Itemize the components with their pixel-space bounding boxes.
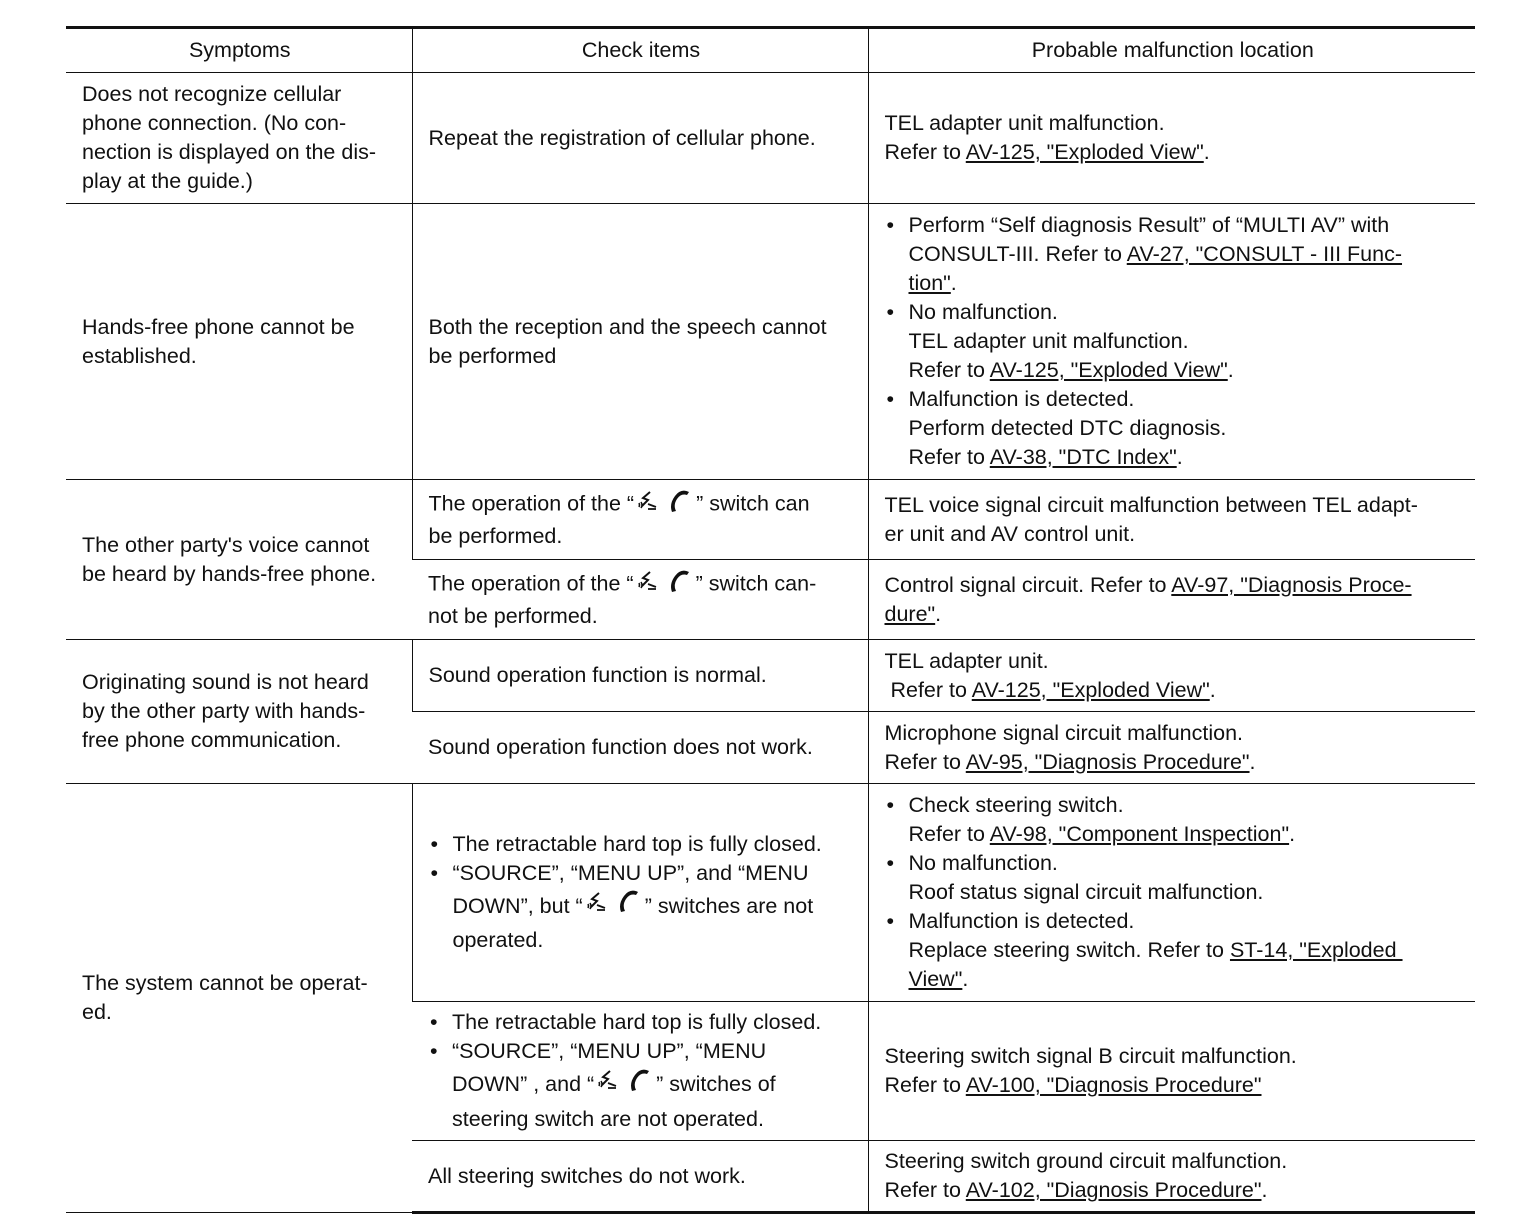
check-text: ” switch can: [696, 491, 810, 516]
location-text: Roof status signal circuit malfunction.: [908, 880, 1264, 904]
table-row: [66, 204, 1475, 480]
table-row: [66, 640, 1475, 712]
symptom-text: play at the guide.): [82, 169, 253, 193]
check-cell: [412, 480, 868, 560]
bullet-item: [429, 830, 854, 859]
symptom-text: by the other party with hands-: [82, 699, 366, 723]
location-cell: [868, 1002, 1475, 1141]
bullet-item: [885, 791, 1462, 820]
reference-link[interactable]: AV-98, "Component Inspection": [989, 822, 1290, 846]
symptom-text: The system cannot be operat-: [82, 971, 368, 995]
punct: .: [1176, 445, 1183, 469]
reference-link[interactable]: ST-14, "Exploded: [1229, 938, 1403, 962]
bullet-icon: •: [430, 831, 439, 856]
punct: .: [1227, 358, 1234, 382]
location-text: Malfunction is detected.: [908, 387, 1135, 411]
check-cell: [412, 784, 868, 1002]
check-text: be performed.: [428, 524, 563, 548]
header-symptoms: Symptoms: [66, 28, 412, 73]
phone-handset-icon: [664, 568, 694, 602]
reference-link[interactable]: tion": [908, 271, 951, 295]
symptom-text: established.: [82, 343, 197, 368]
location-text: Steering switch signal B circuit malfunction.: [884, 1044, 1297, 1068]
diagnosis-table: [66, 26, 1475, 1214]
reference-link[interactable]: AV-100, "Diagnosis Procedure": [965, 1073, 1262, 1097]
refer-text: Refer to: [884, 1073, 966, 1097]
symptom-cell: [66, 784, 412, 1213]
location-text: Replace steering switch. Refer to: [908, 938, 1230, 962]
location-cell: [868, 784, 1475, 1002]
location-text: Perform detected DTC diagnosis.: [908, 416, 1227, 440]
location-text: Steering switch ground circuit malfunction.: [884, 1149, 1288, 1173]
location-text: er unit and AV control unit.: [884, 521, 1136, 546]
bullet-item: [429, 859, 854, 888]
check-text: Sound operation function does not work.: [428, 735, 813, 759]
bullet-item: [885, 211, 1462, 240]
punct: .: [1203, 140, 1210, 164]
bullet-item: [885, 907, 1462, 936]
phone-handset-icon: [613, 888, 643, 926]
location-text: TEL adapter unit malfunction.: [908, 329, 1189, 353]
location-text: No malfunction.: [908, 851, 1058, 875]
check-text: All steering switches do not work.: [428, 1163, 746, 1188]
symptom-cell: [66, 480, 412, 640]
location-text: TEL adapter unit malfunction.: [884, 111, 1165, 135]
refer-text: Refer to: [908, 445, 990, 469]
punct: .: [935, 601, 942, 626]
check-cell: [412, 560, 868, 640]
check-text: “SOURCE”, “MENU UP”, and “MENU: [452, 860, 809, 885]
location-cell: [868, 640, 1475, 712]
check-text: The operation of the “: [428, 491, 635, 516]
check-text: The retractable hard top is fully closed.: [452, 831, 822, 856]
check-cell: [412, 204, 868, 480]
refer-text: Refer to: [884, 140, 966, 164]
bullet-item: [885, 849, 1462, 878]
refer-text: Refer to: [884, 677, 972, 702]
check-cell: [412, 73, 868, 204]
check-cell: [412, 1002, 868, 1141]
reference-link[interactable]: View": [908, 967, 963, 991]
symptom-cell: [66, 73, 412, 204]
location-text: No malfunction.: [908, 300, 1058, 324]
check-cell: [412, 640, 868, 712]
location-cell: [868, 204, 1475, 480]
table-header-row: [66, 28, 1475, 73]
location-text: TEL voice signal circuit malfunction between TEL adapt-: [884, 492, 1418, 517]
phone-handset-icon: [624, 1067, 654, 1105]
location-cell: [868, 1141, 1475, 1213]
phone-handset-icon: [664, 488, 694, 522]
symptom-text: nection is displayed on the dis-: [82, 140, 377, 164]
bullet-icon: •: [886, 909, 895, 933]
symptom-text: Does not recognize cellular: [82, 82, 342, 106]
reference-link[interactable]: AV-125, "Exploded View": [971, 677, 1210, 702]
location-text: Control signal circuit. Refer to: [884, 572, 1172, 597]
header-check-items: Check items: [412, 28, 868, 73]
symptom-text: phone connection. (No con-: [82, 111, 347, 135]
symptom-text: be heard by hands-free phone.: [82, 561, 377, 586]
voice-talk-icon: [636, 569, 660, 601]
check-text: operated.: [452, 928, 544, 953]
location-cell: [868, 480, 1475, 560]
check-text: The retractable hard top is fully closed.: [452, 1010, 822, 1035]
reference-link[interactable]: AV-27, "CONSULT - III Func-: [1126, 242, 1403, 266]
location-text: Check steering switch.: [908, 793, 1124, 817]
location-text: Malfunction is detected.: [908, 909, 1135, 933]
punct: .: [1261, 1178, 1268, 1202]
bullet-icon: •: [886, 387, 895, 411]
symptom-text: ed.: [82, 1000, 112, 1024]
voice-talk-icon: [636, 489, 660, 521]
check-cell: [412, 1141, 868, 1213]
punct: .: [1249, 749, 1256, 774]
symptom-cell: [66, 640, 412, 784]
check-cell: [412, 712, 868, 784]
table-row: [66, 784, 1475, 1002]
reference-link[interactable]: AV-125, "Exploded View": [965, 140, 1204, 164]
punct: .: [1209, 677, 1216, 702]
check-text: DOWN”, but “: [452, 893, 583, 918]
bullet-icon: •: [886, 851, 895, 875]
bullet-icon: •: [886, 300, 895, 324]
voice-talk-icon: [596, 1067, 620, 1104]
bullet-icon: •: [430, 1039, 438, 1064]
location-text: Microphone signal circuit malfunction.: [884, 720, 1243, 745]
refer-text: Refer to: [908, 822, 990, 846]
check-text: The operation of the “: [428, 571, 634, 596]
table-row: [66, 480, 1475, 560]
check-text: ” switches of: [656, 1072, 776, 1097]
punct: .: [962, 967, 969, 991]
symptom-text: free phone communication.: [82, 728, 342, 752]
punct: .: [950, 271, 957, 295]
location-cell: [868, 73, 1475, 204]
check-text: be performed: [428, 343, 557, 368]
location-text: TEL adapter unit.: [884, 648, 1049, 673]
check-text: not be performed.: [428, 604, 598, 628]
check-text: “SOURCE”, “MENU UP”, “MENU: [452, 1039, 767, 1064]
voice-talk-icon: [585, 889, 609, 926]
location-text: Perform “Self diagnosis Result” of “MULTI AV” with: [908, 213, 1390, 237]
reference-link[interactable]: AV-95, "Diagnosis Procedure": [965, 749, 1250, 774]
bullet-item: [885, 385, 1462, 414]
check-text: ” switches are not: [644, 893, 814, 918]
refer-text: Refer to: [884, 1178, 966, 1202]
location-text: CONSULT-III. Refer to: [908, 242, 1127, 266]
punct: .: [1289, 822, 1296, 846]
bullet-item: [428, 1008, 854, 1037]
symptom-cell: [66, 204, 412, 480]
check-text: steering switch are not operated.: [452, 1106, 764, 1131]
refer-text: Refer to: [908, 358, 990, 382]
location-cell: [868, 712, 1475, 784]
symptom-text: Hands-free phone cannot be: [82, 314, 355, 339]
bullet-item: [885, 298, 1462, 327]
reference-link[interactable]: AV-97, "Diagnosis Proce-: [1171, 572, 1412, 597]
reference-link[interactable]: AV-102, "Diagnosis Procedure": [965, 1178, 1262, 1202]
table-row: [66, 73, 1475, 204]
check-text: ” switch can-: [695, 571, 817, 596]
header-location: Probable malfunction location: [868, 28, 1475, 73]
bullet-icon: •: [430, 860, 439, 885]
symptom-text: Originating sound is not heard: [82, 670, 369, 694]
bullet-icon: •: [886, 213, 895, 237]
reference-link[interactable]: AV-38, "DTC Index": [989, 445, 1177, 469]
check-text: Both the reception and the speech cannot: [428, 314, 827, 339]
reference-link[interactable]: AV-125, "Exploded View": [989, 358, 1228, 382]
location-cell: [868, 560, 1475, 640]
check-text: Repeat the registration of cellular phone.: [428, 125, 816, 150]
bullet-icon: •: [430, 1010, 438, 1035]
bullet-icon: •: [886, 793, 895, 817]
check-text: Sound operation function is normal.: [428, 663, 767, 687]
symptom-text: The other party's voice cannot: [82, 532, 370, 557]
bullet-item: [428, 1037, 854, 1066]
reference-link[interactable]: dure": [884, 601, 936, 626]
refer-text: Refer to: [884, 749, 966, 774]
check-text: DOWN” , and “: [452, 1072, 595, 1097]
